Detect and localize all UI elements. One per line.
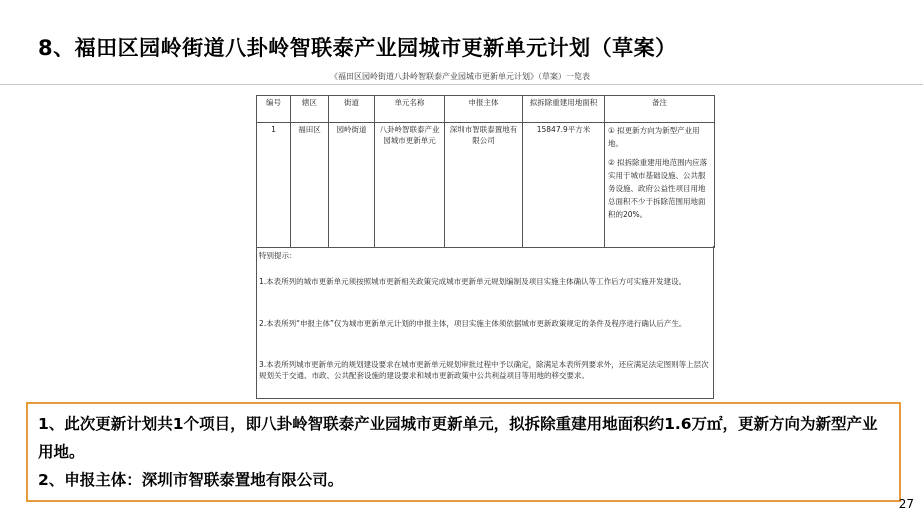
renewal-plan-table [256, 95, 715, 248]
cell-street: 园岭街道 [329, 123, 375, 248]
cell-district: 福田区 [291, 123, 329, 248]
summary-box [26, 402, 901, 502]
slide-title: 8、福田区园岭街道八卦岭智联泰产业园城市更新单元计划（草案） [38, 36, 677, 60]
header-no: 编号 [257, 96, 291, 123]
cell-area: 15847.9平方米 [523, 123, 605, 248]
cell-unit-name: 八卦岭智联泰产业园城市更新单元 [375, 123, 445, 248]
summary-line-1: 1、此次更新计划共1个项目，即八卦岭智联泰产业园城市更新单元，拟拆除重建用地面积约1.6万㎡，更新方向为新型产业用地。 [38, 415, 878, 461]
cell-applicant: 深圳市智联泰置地有限公司 [445, 123, 523, 248]
header-district: 辖区 [291, 96, 329, 123]
header-street: 街道 [329, 96, 375, 123]
table-header-row [257, 96, 715, 123]
tip-item-2: 2.本表所列“申报主体”仅为城市更新单元计划的申报主体，项目实施主体须依据城市更新政策规定的条件及程序进行确认后产生。 [259, 319, 687, 328]
special-tips-box [256, 246, 714, 399]
header-applicant: 申报主体 [445, 96, 523, 123]
tip-item-1: 1.本表所列的城市更新单元须按照城市更新相关政策完成城市更新单元规划编制及项目实施主体确认等工作后方可实施开发建设。 [259, 277, 687, 286]
header-area: 拟拆除重建用地面积 [523, 96, 605, 123]
tip-item-3: 3.本表所列城市更新单元的规划建设要求在城市更新单元规划审批过程中予以确定，除满足本表所列要求外，还应满足法定图则等上层次规划关于交通、市政、公共配套设施的建设要求和城市更新政策中公共利益项目等用地的移交要求。 [259, 360, 709, 380]
summary-line-2: 2、申报主体：深圳市智联泰置地有限公司。 [38, 471, 344, 489]
table-caption: 《福田区园岭街道八卦岭智联泰产业园城市更新单元计划》（草案）一览表 [330, 72, 590, 81]
title-divider [0, 84, 923, 85]
note-item-2: ② 拟拆除重建用地范围内应落实用于城市基础设施、公共服务设施、政府公益性项目用地总面积不少于拆除范围用地面积的20%。 [608, 158, 708, 219]
table-row [257, 123, 715, 248]
note-item-1: ① 拟更新方向为新型产业用地。 [608, 126, 700, 148]
page-number: 27 [898, 497, 914, 511]
tips-heading: 特别提示： [259, 251, 297, 260]
header-note: 备注 [605, 96, 715, 123]
header-unit-name: 单元名称 [375, 96, 445, 123]
cell-no: 1 [257, 123, 291, 248]
cell-note [605, 123, 715, 248]
